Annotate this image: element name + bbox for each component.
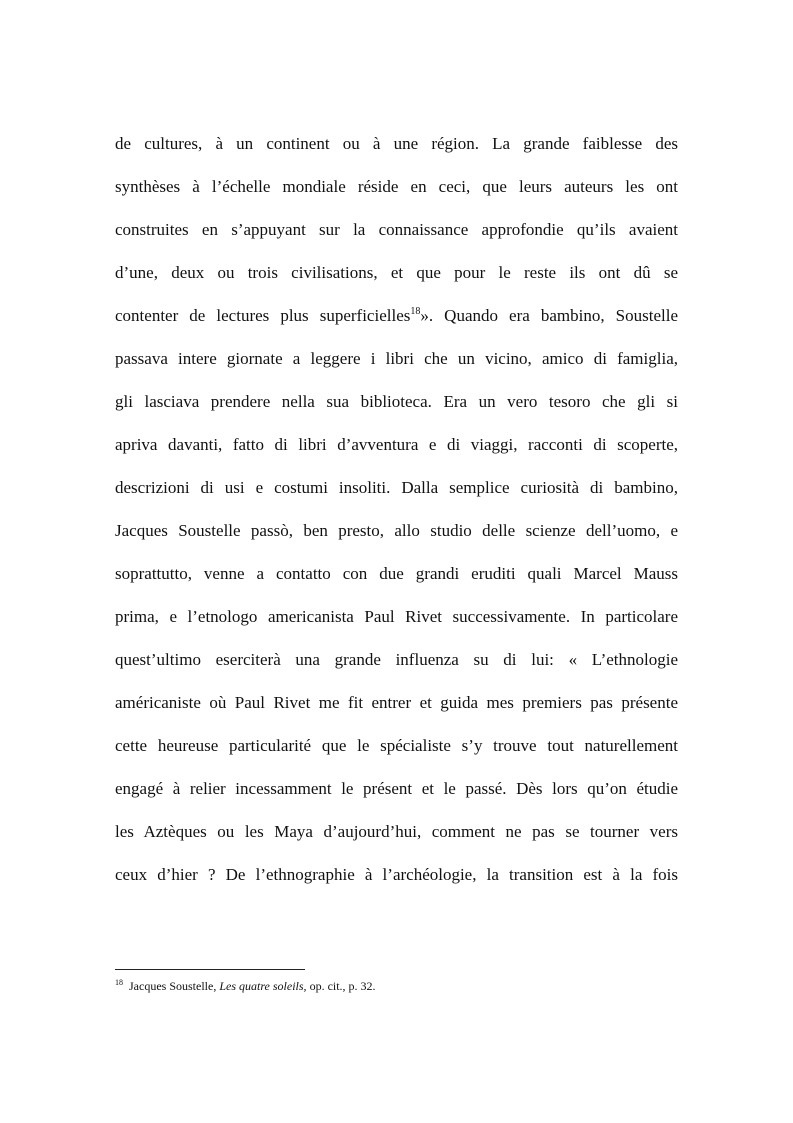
text-line-4: d’une, deux ou trois civilisations, et que pour le reste ils ont dû se (115, 263, 678, 282)
text-line-14: américaniste où Paul Rivet me fit entrer et guida mes premiers pas présente (115, 693, 678, 712)
body-text (115, 124, 678, 898)
text-line-2: synthèses à l’échelle mondiale réside en ceci, que leurs auteurs les ont (115, 177, 678, 196)
text-line-7: gli lasciava prendere nella sua biblioteca. Era un vero tesoro che gli si (115, 392, 678, 411)
footnote-citation: op. cit., p. 32. (306, 979, 376, 993)
text-line-11: soprattutto, venne a contatto con due grandi eruditi quali Marcel Mauss (115, 564, 678, 583)
text-line-5-before: contenter de lectures plus superficielles (115, 306, 411, 325)
text-line-10: Jacques Soustelle passò, ben presto, allo studio delle scienze dell’uomo, e (115, 521, 678, 540)
text-line-3: construites en s’appuyant sur la connaissance approfondie qu’ils avaient (115, 220, 678, 239)
text-line-5 (115, 296, 678, 339)
text-line-13: quest’ultimo eserciterà una grande influenza su di lui: « L’ethnologie (115, 650, 678, 669)
footnote-divider (115, 969, 305, 970)
text-line-18: ceux d’hier ? De l’ethnographie à l’archéologie, la transition est à la fois (115, 865, 678, 884)
text-line-16: engagé à relier incessamment le présent et le passé. Dès lors qu’on étudie (115, 779, 678, 798)
footnote-reference[interactable]: 18 (410, 306, 421, 317)
text-line-1: de cultures, à un continent ou à une région. La grande faiblesse des (115, 134, 678, 153)
text-line-15: cette heureuse particularité que le spécialiste s’y trouve tout naturellement (115, 736, 678, 755)
footnote-marker: 18 (115, 978, 123, 987)
text-line-17: les Aztèques ou les Maya d’aujourd’hui, comment ne pas se tourner vers (115, 822, 678, 841)
footnote-title: Les quatre soleils, (219, 979, 307, 993)
text-line-5-after: ». Quando era bambino, Soustelle (420, 306, 678, 325)
text-line-6: passava intere giornate a leggere i libri che un vicino, amico di famiglia, (115, 349, 678, 368)
footnote-author: Jacques Soustelle, (129, 979, 220, 993)
text-line-12: prima, e l’etnologo americanista Paul Rivet successivamente. In particolare (115, 607, 678, 626)
text-line-8: apriva davanti, fatto di libri d’avventura e di viaggi, racconti di scoperte, (115, 435, 678, 454)
footnote (115, 978, 675, 994)
text-line-9: descrizioni di usi e costumi insoliti. Dalla semplice curiosità di bambino, (115, 478, 678, 497)
